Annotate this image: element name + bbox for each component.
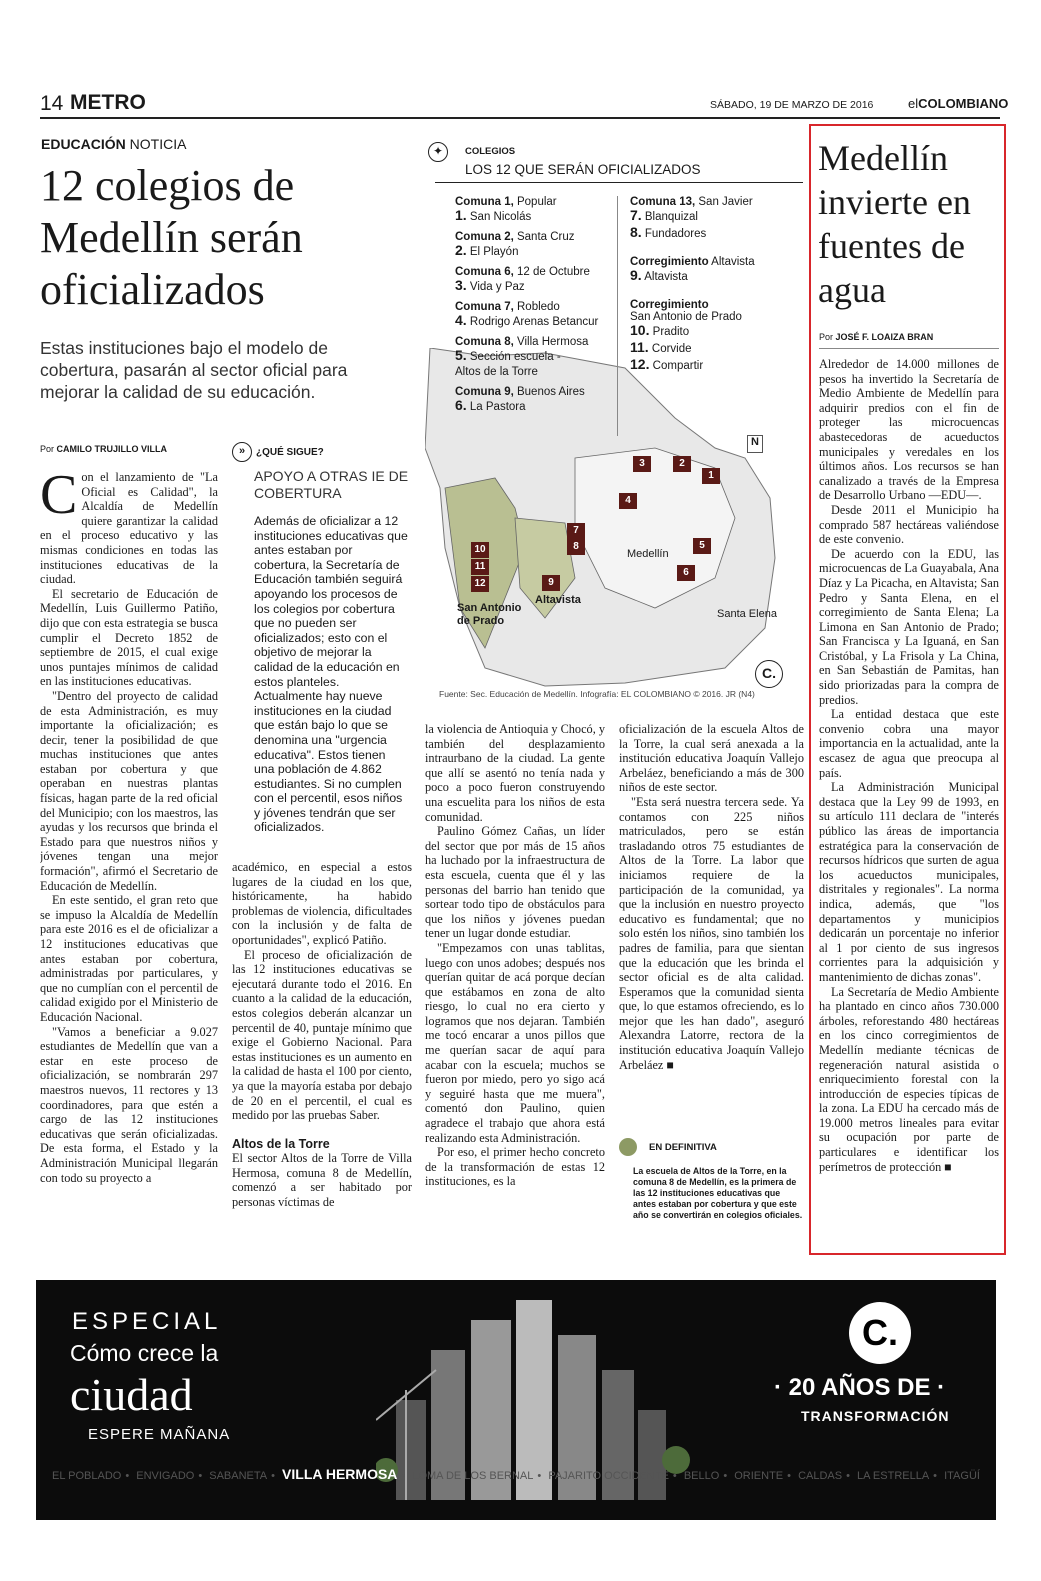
- advertisement: [36, 1280, 996, 1520]
- paragraph: académico, en especial a estos lugares de la ciudad en los que, históricamente, ha habido problemas de violencia, dificultades con la inclusión y de falta de oportunidades", explicó Patiño.: [232, 860, 412, 947]
- que-sigue-box: [232, 442, 410, 835]
- neighborhood: PAJARITO OCCIDENTE: [548, 1470, 669, 1482]
- masthead: [40, 90, 1009, 118]
- article-column-1: [40, 470, 218, 1250]
- side-byline-rule: [819, 348, 999, 349]
- side-byline: Por JOSÉ F. LOAIZA BRAN: [819, 332, 934, 342]
- logo-badge: C.: [755, 660, 783, 688]
- map-marker: 5: [693, 538, 711, 554]
- ad-right-line1: · 20 AÑOS DE ·: [774, 1374, 946, 1401]
- schools-list-left: [455, 196, 625, 421]
- school-group: Comuna 9, Buenos Aires 6. La Pastora: [455, 386, 585, 413]
- map-label-santa-elena: Santa Elena: [717, 608, 777, 620]
- en-definitiva-box: [619, 1138, 804, 1221]
- paragraph: oficialización de la escuela Altos de la Torre, la cual será anexada a la institución educativa Joaquín Vallejo Arbeláez, beneficiando a más de 300 niños de este sector.: [619, 722, 804, 795]
- map-marker: 7: [567, 523, 585, 539]
- paragraph: En este sentido, el gran reto que se impuso la Alcaldía de Medellín para este 2016 es el de oficializar a 12 instituciones educativas que antes estaban por cobertura, administradas por particulares, y que no cumplían con el percentil de calidad exigido por el Ministerio de Educación Nacional.: [40, 893, 218, 1024]
- en-definitiva-text: La escuela de Altos de la Torre, en la comuna 8 de Medellín, es la primera de las 12 instituciones educativas que antes estaban por cobertura y que este año se convertirán en colegios oficiales.: [633, 1166, 803, 1220]
- paragraph: la violencia de Antioquia y Chocó, y también del desplazamiento intraurbano de la ciudad. La gente que allí se asentó no tenía nada y poco a poco fueron construyendo una escuelita para los niños de esta comunidad.: [425, 722, 605, 824]
- map-label-medellin: Medellín: [627, 548, 669, 560]
- paragraph: Paulino Gómez Cañas, un líder del sector que por más de 15 años ha luchado por la infraestructura de esta escuela, cuenta que él y las personas del barrio han tenido que sortear todo tipo de obstáculos para que los niños y jóvenes puedan tener un lugar donde estudiar.: [425, 824, 605, 941]
- side-headline: Medellín invierte en fuentes de agua: [818, 138, 971, 310]
- infographic-rule: [435, 182, 803, 183]
- neighborhood: ENVIGADO: [136, 1470, 195, 1482]
- article-column-4: [619, 722, 804, 1127]
- side-article-body: [819, 357, 999, 1247]
- page-number: 14: [40, 92, 64, 115]
- map-label-san-antonio: San Antonio de Prado: [457, 602, 522, 627]
- headline: 12 colegios de Medellín serán oficializados: [40, 161, 303, 314]
- map-marker: 6: [677, 565, 695, 581]
- neighborhood: LA ESTRELLA: [857, 1470, 930, 1482]
- neighborhood: SABANETA: [209, 1470, 268, 1482]
- paragraph: El sector Altos de la Torre de Villa Hermosa, comuna 8 de Medellín, comenzó a ser habitado por personas víctimas de: [232, 1151, 412, 1210]
- ad-line-ciudad: ciudad: [70, 1369, 193, 1420]
- paragraph: La Secretaría de Medio Ambiente ha plantado en cinco años 730.000 árboles, reforestando 480 hectáreas en los cinco corregimientos de Medellín mediante técnicas de regeneración natural asistida o enriquecimiento forestal con la introducción de especies típicas de la zona. La EDU ha cercado más de 19.000 metros lineales para evitar su ocupación por parte de particulares e identificar los perímetros de protección ■: [819, 984, 999, 1174]
- infographic-label: COLEGIOS: [465, 146, 516, 157]
- school-group: Comuna 13, San Javier 7. Blanquizal 8. Fundadores: [630, 196, 753, 240]
- que-sigue-body: Además de oficializar a 12 instituciones educativas que antes estaban por cobertura, la Secretaría de Educación también seguirá apoyando los procesos de los colegios por cobertura que no pueden ser oficializados; esto con el objetivo de mejorar la calidad de la educación en estos planteles. Actualmente hay nueve instituciones en la ciudad que están bajo lo que se denomina una "urgencia educativa". Estos tienen una población de 4.862 estudiantes. Si no cumplen con el percentil, esos niños y jóvenes tendrán que ser oficializados.: [254, 514, 408, 835]
- byline-name: CAMILO TRUJILLO VILLA: [56, 444, 168, 454]
- main-byline: [40, 444, 167, 454]
- paragraph: Con el lanzamiento de "La Oficial es Calidad", la Alcaldía de Medellín quiere garantizar la calidad en el proceso educativo y las mismas condiciones en todas las instituciones educativas de la ciudad.: [40, 470, 218, 587]
- ad-line-espere: ESPERE MAÑANA: [88, 1426, 231, 1443]
- en-definitiva-label: EN DEFINITIVA: [619, 1138, 804, 1156]
- paragraph: "Dentro del proyecto de calidad de esta Administración, es muy importante la oficialización; es decir, tener la posibilidad de que muchas instituciones que antes estaban por cobertura y que operaban en nuestras plantas físicas, hagan parte de la red oficial del Municipio; con los maestros, las ayudas y los recursos que brinda el Estado para que nuestros niños y jóvenes tengan una mejor formación", afirmó el Secretario de Educación de Medellín.: [40, 688, 218, 893]
- schools-list-right: [630, 196, 800, 380]
- paragraph: La Administración Municipal destaca que la Ley 99 de 1993, en su artículo 111 declara de "interés público las áreas de importancia estratégica para la conservación de recursos hídricos que surten de agua los acueductos municipales, distritales y regionales". La norma indica, además, que "los departamentos y municipios dedicarán un porcentaje no inferior al 1 por ciento de sus ingresos corrientes para la adquisición y mantenimiento de dichas zonas".: [819, 780, 999, 984]
- double-chevron-icon: »: [232, 442, 252, 462]
- infographic-title: LOS 12 QUE SERÁN OFICIALIZADOS: [465, 162, 701, 177]
- neighborhood: EL POBLADO: [52, 1470, 122, 1482]
- drop-cap: C: [40, 470, 78, 526]
- byline-prefix: Por: [40, 444, 55, 454]
- paragraph: "Empezamos con unas tablitas, luego con unos adobes; después nos querían quitar de acá porque decían que estábamos en zona de alto riesgo, lo cual no era cierto y logramos que nos dejaran. También me tocó encarar a unos pillos que me querían sacar de aquí para acabar con la escuela; muchos se fueron por miedo, pero yo sigo acá y seguiré hasta que me muera", comentó don Paulino, quien agradece el trabajo que ahora está realizando esta Administración.: [425, 940, 605, 1145]
- neighborhood: CALDAS: [798, 1470, 843, 1482]
- school-group: Comuna 7, Robledo 4. Rodrigo Arenas Betancur: [455, 301, 599, 328]
- map-marker: 12: [471, 576, 489, 592]
- infographic-source: Fuente: Sec. Educación de Medellín. Infografía: EL COLOMBIANO © 2016. JR (N4): [439, 689, 755, 699]
- north-icon: N: [747, 435, 763, 453]
- school-group: Comuna 6, 12 de Octubre 3. Vida y Paz: [455, 266, 590, 293]
- ad-right-line2: TRANSFORMACIÓN: [801, 1408, 950, 1424]
- section-name: METRO: [70, 91, 146, 114]
- school-group: Comuna 1, Popular 1. San Nicolás: [455, 196, 557, 223]
- section-subhead: Altos de la Torre: [232, 1136, 330, 1151]
- article-column-2: [232, 860, 412, 1250]
- paragraph: De acuerdo con la EDU, las microcuencas de La Guayabala, Ana Díaz y La Picacha, en Altavista; San Pedro y Santa Elena, en el corregimiento de Santa Elena; La Limona en San Antonio de Prado; San Francisca y La Iguaná, en San Cristóbal, y La Frisola y La China, en San Sebastián de Pamitas, han sido priorizadas para la compra de predios.: [819, 546, 999, 707]
- paragraph: La entidad destaca que este convenio cobra una mayor importancia en la actualidad, ante la escasez de agua que preocupa al país.: [819, 707, 999, 780]
- list-divider: [617, 196, 618, 436]
- neighborhood-highlight: VILLA HERMOSA: [282, 1466, 398, 1482]
- neighborhood: BELLO: [683, 1470, 720, 1482]
- map-marker: 8: [567, 539, 585, 555]
- school-group: Corregimiento Altavista 9. Altavista: [630, 256, 755, 283]
- ad-line-como-crece: Cómo crece la: [70, 1340, 219, 1366]
- section-kicker: [41, 136, 186, 152]
- brand-logo: [908, 96, 1008, 111]
- kicker-light: NOTICIA: [129, 136, 187, 152]
- leaf-icon: [619, 1138, 637, 1156]
- map-marker: 1: [702, 468, 720, 484]
- neighborhood: LOMA DE LOS BERNAL: [412, 1470, 534, 1482]
- map-marker: 4: [619, 493, 637, 509]
- paragraph: El secretario de Educación de Medellín, Luis Guillermo Patiño, dijo que con esta estrategia se busca cumplir el Decreto 1852 de septiembre de 2015, el cual exige unos puntajes mínimos de calidad en las instituciones educativas.: [40, 586, 218, 689]
- paragraph: Alrededor de 14.000 millones de pesos ha invertido la Secretaría de Medio Ambiente de Medellín para adquirir predios con el fin de proteger las microcuencas abastecedoras de acueductos municipales y veredales en los últimos años. Los recursos se han canalizado a través de la Empresa de Desarrollo Urbano —EDU—.: [819, 357, 999, 503]
- ad-neighborhoods-strip: EL POBLADO • ENVIGADO • SABANETA • VILLA HERMOSA • LOMA DE LOS BERNAL • PAJARITO OCCIDENTE • BELLO • ORIENTE • CALDAS • LA ESTRELLA • ITAGÜÍ: [52, 1466, 980, 1482]
- school-group: Corregimiento San Antonio de Prado 10. Pradito 11. Corvide 12. Compartir: [630, 299, 742, 372]
- ad-line-especial: ESPECIAL: [72, 1308, 222, 1335]
- neighborhood: ITAGÜÍ: [944, 1470, 980, 1482]
- paragraph: "Vamos a beneficiar a 9.027 estudiantes de Medellín que van a estar en este proceso de oficialización, se nombrarán 297 maestros nuevos, 11 rectores y 13 coordinadores, para que estén a cargo de las 12 instituciones educativas que serán oficializadas. De esta forma, el Estado y la Administración Municipal llegarán con todo su proyecto a: [40, 1024, 218, 1185]
- brand-name: COLOMBIANO: [918, 96, 1009, 111]
- school-group: Comuna 8, Villa Hermosa 5. Sección escuela - Altos de la Torre: [455, 336, 589, 378]
- map-marker: 2: [673, 456, 691, 472]
- kicker-bold: EDUCACIÓN: [41, 136, 126, 152]
- que-sigue-title: APOYO A OTRAS IE DE COBERTURA: [254, 468, 409, 501]
- infographic: [425, 138, 805, 706]
- map-marker: 10: [471, 542, 489, 558]
- map-marker: 9: [542, 575, 560, 591]
- paragraph: "Esta será nuestra tercera sede. Ya contamos con 225 niños matriculados, pero se están trasladando otros 75 estudiantes de Altos de la Torre. La labor que iniciamos requiere de la participación de la comunidad, ya que la inclusión en nuestro proyecto educativo es fundamental; que no solo estén los niños, sino también los padres de familia, para que sientan que la educación que les brinda el sector oficial es de alta calidad. Esperamos que la comunidad sienta que, lo que estamos ofreciendo, es lo mejor que les han dado", aseguró Alexandra Latorre, rectora de la institución educativa Joaquín Vallejo Arbeláez ■: [619, 794, 804, 1072]
- city-skyline-illustration: [376, 1280, 706, 1520]
- brand-prefix: el: [908, 96, 919, 111]
- school-group: Comuna 2, Santa Cruz 2. El Playón: [455, 231, 575, 258]
- paragraph: Desde 2011 el Municipio ha comprado 587 hectáreas valiéndose de este convenio.: [819, 502, 999, 547]
- map-label-altavista: Altavista: [535, 594, 581, 606]
- paragraph: Por eso, el primer hecho concreto de la transformación de estas 12 instituciones, es la: [425, 1145, 605, 1189]
- map-marker: 11: [471, 559, 489, 575]
- masthead-rule: [40, 117, 1000, 119]
- compass-icon: ✦: [428, 142, 448, 162]
- paragraph: El proceso de oficialización de las 12 instituciones educativas se ejecutará durante todo el 2016. En cuanto a la calidad de la educación, estos colegios deberán alcanzar un percentil de 40, puntaje mínimo que exige el Gobierno Nacional. Para estas instituciones es un aumento en la calidad de hasta el 100 por ciento, ya que la mayoría estaba por debajo de 20 en el percentil, el cual es medido por las pruebas Saber.: [232, 947, 412, 1123]
- ad-logo: C.: [849, 1302, 911, 1364]
- map-marker: 3: [633, 456, 651, 472]
- article-column-3: [425, 722, 605, 1250]
- subhead: Estas instituciones bajo el modelo de cobertura, pasarán al sector oficial para mejorar la calidad de su educación.: [40, 338, 348, 402]
- issue-date: SÁBADO, 19 DE MARZO DE 2016: [710, 99, 874, 111]
- que-sigue-label: » ¿QUÉ SIGUE?: [232, 442, 410, 462]
- neighborhood: ORIENTE: [734, 1470, 784, 1482]
